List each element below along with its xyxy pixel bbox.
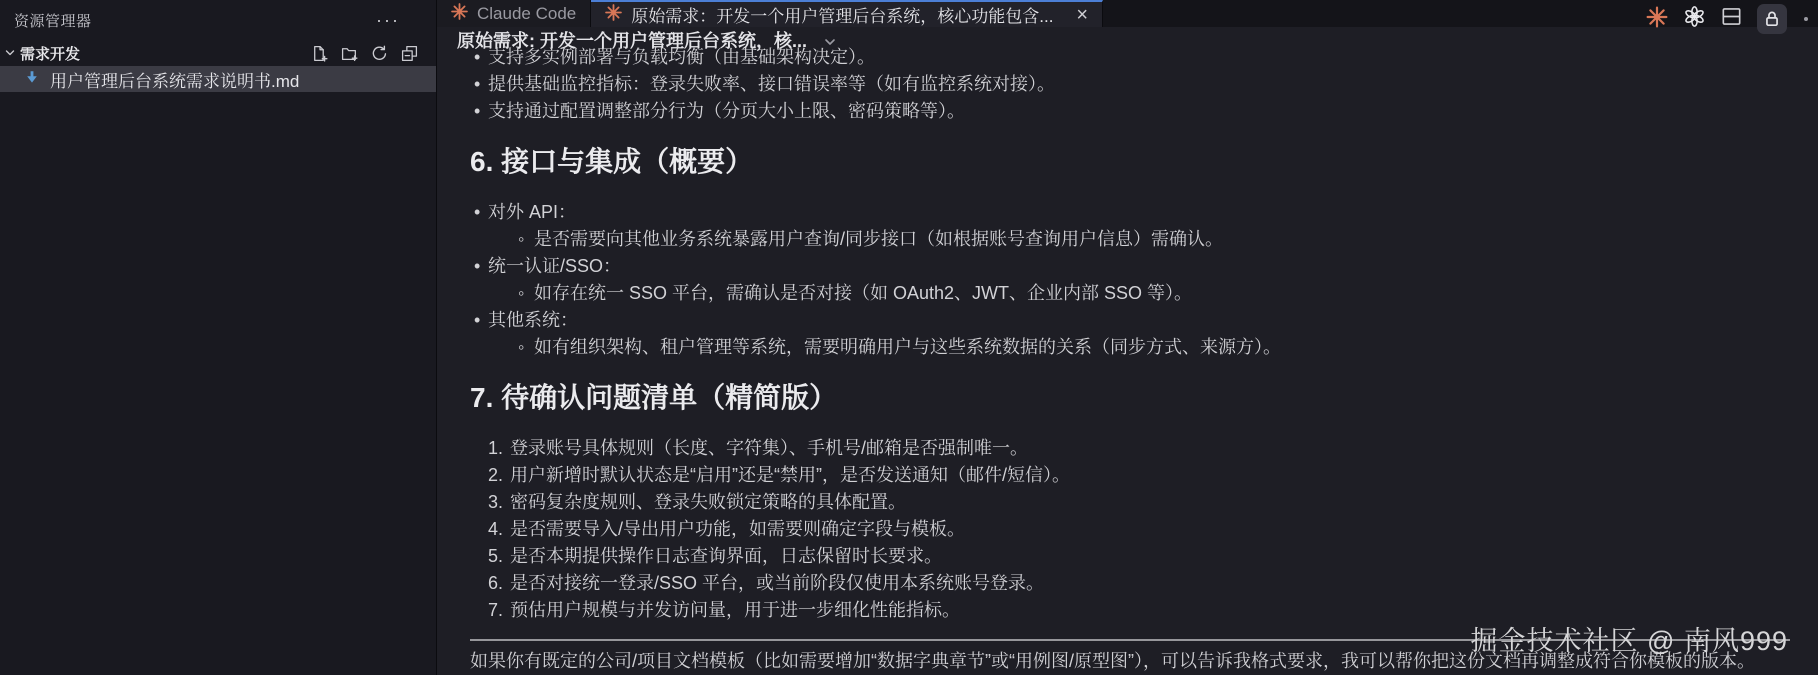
sub-list <box>488 334 1790 361</box>
list-item: • 提供基础监控指标：登录失败率、接口错误率等（如有监控系统对接）。 <box>470 71 1790 98</box>
section-6-list <box>470 199 1790 361</box>
refresh-icon[interactable] <box>371 45 388 62</box>
window-edge-dot <box>1804 17 1808 21</box>
list-item: 2. 用户新增时默认状态是“启用”还是“禁用”，是否发送通知（邮件/短信）。 <box>508 462 1790 489</box>
list-item: • 其他系统： ◦ 如有组织架构、租户管理等系统，需要明确用户与这些系统数据的关系（同步方式、来源方）。 <box>470 307 1790 361</box>
sub-list-item: ◦ 如有组织架构、租户管理等系统，需要明确用户与这些系统数据的关系（同步方式、来源方）。 <box>488 334 1790 361</box>
list-item: 6. 是否对接统一登录/SSO 平台，或当前阶段仅使用本系统账号登录。 <box>508 570 1790 597</box>
chevron-down-icon <box>4 47 16 59</box>
section-header-label: 原始需求: 开发一个用户管理后台系统，核... <box>457 31 807 51</box>
file-name: 用户管理后台系统需求说明书.md <box>50 71 300 91</box>
list-item: • 统一认证/SSO： ◦ 如存在统一 SSO 平台，需确认是否对接（如 OAuth2、JWT、企业内部 SSO 等）。 <box>470 253 1790 307</box>
sidebar-section-header[interactable] <box>0 40 436 66</box>
watermark: 掘金技术社区 @ 南风999 <box>1470 626 1788 656</box>
intro-bullet-list <box>470 44 1790 125</box>
explorer-title-row <box>0 0 436 40</box>
editor-toolbar <box>1646 0 1808 38</box>
collapse-all-icon[interactable] <box>401 45 418 62</box>
new-file-icon[interactable] <box>311 45 328 62</box>
sub-list <box>488 280 1790 307</box>
file-item-markdown[interactable] <box>0 66 436 92</box>
markdown-file-icon <box>24 69 40 90</box>
section-7-heading: 7. 待确认问题清单（精简版） <box>470 382 838 413</box>
list-item: • 对外 API： ◦ 是否需要向其他业务系统暴露用户查询/同步接口（如根据账号查询用户信息）需确认。 <box>470 199 1790 253</box>
editor-area <box>437 0 1818 675</box>
tab-label: 原始需求：开发一个用户管理后台系统，核心功能包含... <box>631 7 1054 26</box>
list-item: 4. 是否需要导入/导出用户功能，如需要则确定字段与模板。 <box>508 516 1790 543</box>
new-folder-icon[interactable] <box>341 45 358 62</box>
list-item: 5. 是否本期提供操作日志查询界面，日志保留时长要求。 <box>508 543 1790 570</box>
list-item: • 支持多实例部署与负载均衡（由基础架构决定）。 <box>470 44 1790 71</box>
explorer-title: 资源管理器 <box>14 12 92 30</box>
list-item: 3. 密码复杂度规则、登录失败锁定策略的具体配置。 <box>508 489 1790 516</box>
sub-list-item: ◦ 如存在统一 SSO 平台，需确认是否对接（如 OAuth2、JWT、企业内部 SSO 等）。 <box>488 280 1790 307</box>
tab-original-requirements[interactable] <box>591 0 1103 27</box>
claude-spark-icon <box>451 3 468 25</box>
section-actions <box>311 45 418 62</box>
close-tab-icon[interactable]: × <box>1076 3 1089 26</box>
lock-icon[interactable] <box>1757 4 1787 34</box>
section-6-heading: 6. 接口与集成（概要） <box>470 146 754 177</box>
markdown-preview <box>437 47 1818 675</box>
footer-note: 如果你有既定的公司/项目文档模板（比如需要增加“数据字典章节”或“用例图/原型图”），可以告诉我格式要求，我可以帮你把这份文档再调整成符合你模板的版本。 <box>470 651 1755 671</box>
explorer-sidebar <box>0 0 437 675</box>
list-item: 7. 预估用户规模与并发访问量，用于进一步细化性能指标。 <box>508 597 1790 624</box>
tab-label: Claude Code <box>477 3 577 23</box>
tab-bar <box>437 0 1818 27</box>
section-label: 需求开发 <box>20 45 81 63</box>
sub-list-item: ◦ 是否需要向其他业务系统暴露用户查询/同步接口（如根据账号查询用户信息）需确认。 <box>488 226 1790 253</box>
sub-list <box>488 226 1790 253</box>
tab-claude-code[interactable] <box>437 0 591 27</box>
more-actions-icon[interactable]: ··· <box>376 10 400 30</box>
claude-spark-icon[interactable] <box>1646 6 1668 33</box>
list-item: • 支持通过配置调整部分行为（分页大小上限、密码策略等）。 <box>470 98 1790 125</box>
section-7-list <box>470 435 1790 624</box>
list-item: 1. 登录账号具体规则（长度、字符集）、手机号/邮箱是否强制唯一。 <box>508 435 1790 462</box>
openai-icon[interactable] <box>1683 5 1706 33</box>
split-editor-icon[interactable] <box>1721 6 1742 32</box>
claude-spark-icon <box>605 4 622 26</box>
